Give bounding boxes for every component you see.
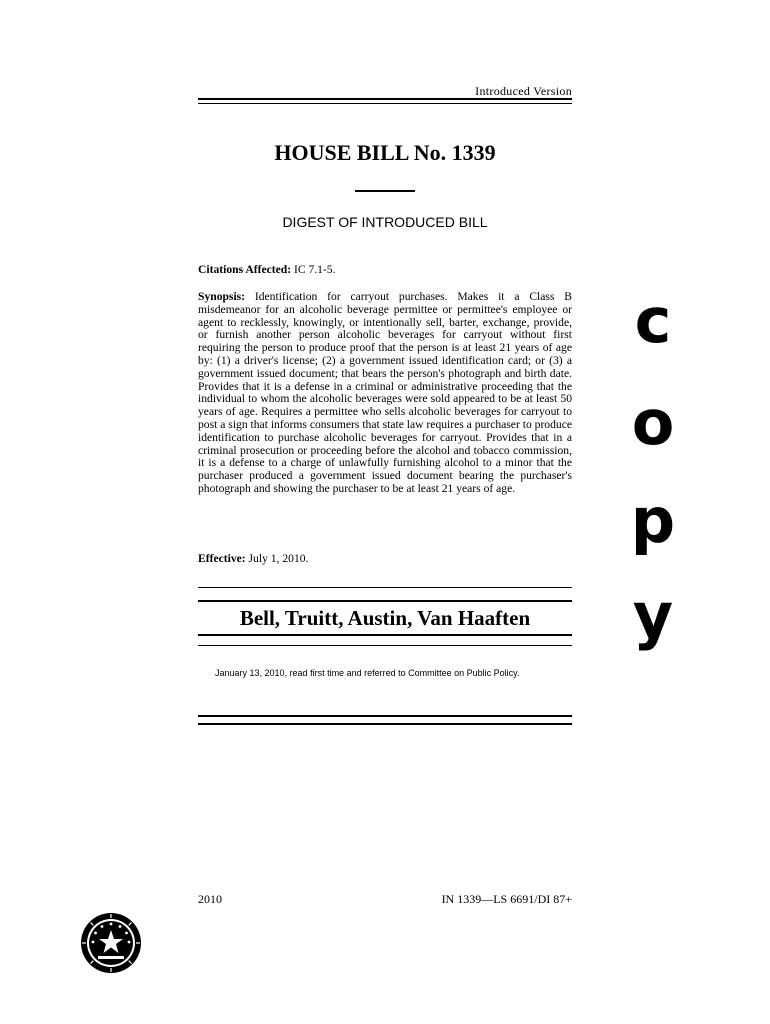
effective-paragraph [198, 553, 572, 566]
header-rule-top [198, 98, 572, 100]
introduction-note: January 13, 2010, read first time and referred to Committee on Public Policy. [215, 668, 520, 678]
effective-label: Effective: [198, 552, 246, 565]
synopsis-text: Identification for carryout purchases. Makes it a Class B misdemeanor for an alcoholic beverage permittee or permittee's employee or agent to recklessly, knowingly, or intentionally sell, barter, exchange, provide, or furnish another person alcoholic beverages for carryout without first requiring the person to produce proof that the person is at least 21 years of age by: (1) a driver's license; (2) a government issued identification card; or (3) a government issued document; that bears the person's photograph and birth date. Provides that it is a defense in a criminal or administrative proceeding that the individual to whom the alcoholic beverages were sold appeared to be at least 50 years of age. Requires a permittee who sells alcoholic beverages for carryout to post a sign that informs consumers that state law requires a purchaser to produce identification to purchase alcoholic beverages for carryout. Provides that in a criminal prosecution or proceeding before the alcohol and tobacco commission, it is a defense to a charge of unlawfully furnishing alcohol to a minor that the purchaser produced a government issued document bearing the purchaser's photograph and showing the purchaser to be at least 21 years of age. [198, 290, 572, 495]
synopsis-label: Synopsis: [198, 290, 246, 303]
bottom-rule-1 [198, 715, 572, 717]
copy-watermark-letter-c: c [634, 284, 672, 357]
effective-text: July 1, 2010. [245, 552, 309, 565]
title-divider [355, 190, 415, 192]
authors-rule-4 [198, 645, 572, 646]
header-rule-bottom [198, 103, 572, 104]
authors-rule-3 [198, 634, 572, 636]
citations-label: Citations Affected: [198, 263, 292, 276]
version-label: Introduced Version [475, 84, 572, 98]
citations-paragraph [198, 264, 572, 277]
synopsis-paragraph [198, 291, 572, 496]
digest-heading: DIGEST OF INTRODUCED BILL [282, 214, 488, 230]
authors: Bell, Truitt, Austin, Van Haaften [239, 606, 531, 630]
copy-watermark-letter-y: y [632, 579, 674, 652]
footer-bill-code: IN 1339—LS 6691/DI 87+ [441, 892, 572, 906]
authors-rule-1 [198, 587, 572, 588]
state-seal-icon [80, 912, 142, 974]
footer-year: 2010 [198, 892, 222, 906]
copy-watermark-letter-p: p [630, 484, 676, 557]
bill-title: HOUSE BILL No. 1339 [274, 140, 496, 165]
citations-text: IC 7.1-5. [291, 263, 336, 276]
authors-rule-2 [198, 600, 572, 602]
copy-watermark-letter-o: o [631, 386, 675, 459]
bottom-rule-2 [198, 723, 572, 725]
